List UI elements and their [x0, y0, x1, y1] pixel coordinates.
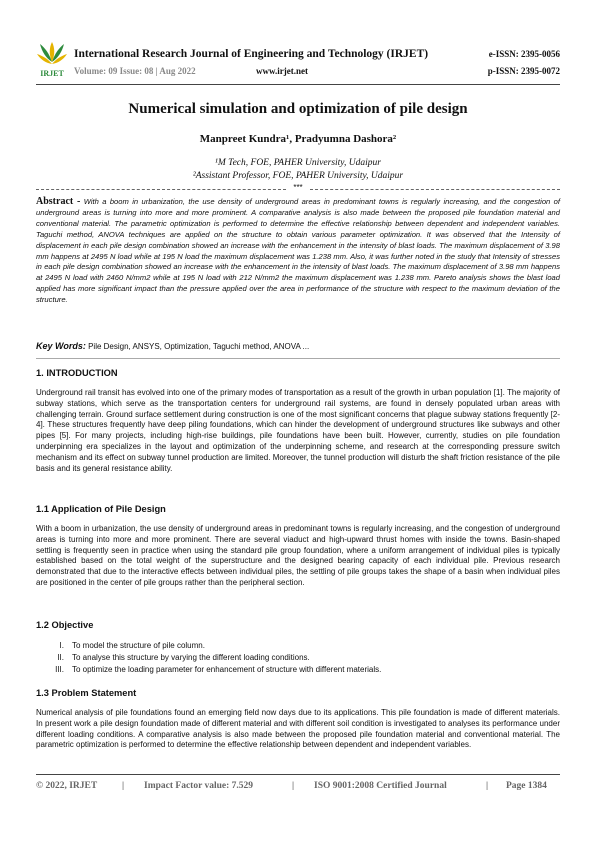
- journal-name: International Research Journal of Engineering and Technology (IRJET): [74, 48, 429, 60]
- objective-list: [36, 640, 560, 676]
- separator-stars: ***: [293, 183, 303, 192]
- footer-impact-factor: Impact Factor value: 7.529: [144, 781, 254, 791]
- heading-objective: 1.2 Objective: [36, 620, 94, 630]
- section-separator: [36, 182, 560, 192]
- list-number: I.: [59, 641, 64, 650]
- paragraph-application: With a boom in urbanization, the use density of underground areas in predominant towns is regularly increasing, and the congestion of underground areas is turning into more and more prominent. There are several viaduct and high-upward thrust homes with inside the towns. Basin-shaped settling is frequently seen in practice when using the standard pile group foundation, where a uniform arrangement of individual piles is typically established based on the total weight of the superstructure and the designed bearing capacity of each individual pile. Previous research demonstrated that due to the interactive effects between individual piles, the settling of pile groups takes the shape of a basin when individual piles are positioned in the center of pile groups rather than the peripheral section.: [36, 524, 560, 587]
- footer-page-number: Page 1384: [506, 781, 547, 791]
- list-item: [36, 664, 560, 676]
- footer-copyright: © 2022, IRJET: [36, 781, 98, 791]
- list-item: [36, 640, 560, 652]
- logo-leaves-icon: [37, 42, 67, 64]
- affiliation-1: ¹M Tech, FOE, PAHER University, Udaipur: [215, 158, 381, 168]
- list-text: To analyse this structure by varying the different loading conditions.: [72, 653, 310, 662]
- e-issn: e-ISSN: 2395-0056: [488, 49, 560, 59]
- volume-issue: Volume: 09 Issue: 08 | Aug 2022: [74, 66, 196, 76]
- heading-introduction: 1. INTRODUCTION: [36, 368, 118, 378]
- list-number: II.: [57, 653, 64, 662]
- abstract: [36, 197, 560, 306]
- footer-divider-bar: |: [292, 781, 295, 791]
- keywords-label: Key Words:: [36, 341, 86, 351]
- keywords: [36, 341, 560, 351]
- p-issn: p-ISSN: 2395-0072: [487, 66, 560, 76]
- list-text: To optimize the loading parameter for enhancement of structure with different materials.: [72, 665, 382, 674]
- irjet-logo: [36, 40, 68, 80]
- heading-problem-statement: 1.3 Problem Statement: [36, 688, 137, 698]
- abstract-label: Abstract -: [36, 196, 81, 207]
- footer-divider: [36, 774, 560, 775]
- heading-application: 1.1 Application of Pile Design: [36, 504, 166, 514]
- header-divider: [36, 84, 560, 85]
- journal-website-link[interactable]: www.irjet.net: [256, 66, 308, 76]
- list-text: To model the structure of pile column.: [72, 641, 205, 650]
- list-number: III.: [55, 665, 64, 674]
- abstract-text: With a boom in urbanization, the use density of underground areas in predominant towns is regularly increasing, and the congestion of underground areas is turning into more and more prominent. A comparative analysis is also made between the proposed pile foundation material and conventional material. The parametric optimization is performed to determine the effective relationship between dependent and independent variables. Taguchi method, ANOVA techniques are applied on the structure to obtain various parameter optimization. It was observed that the Intensity of displacement in each pile design combination showed an increase with the enhancement in the intensity of blast loads. The maximum displacement of 3.98 mm happens at 2495 N load while at 195 N load the maximum displacement was 1.238 mm. Also, it was further noted in the study that Intensity of stresses in each pile design combination showed an increase with the enhancement in the intensity of blast loads. The maximum displacement of 3.98 mm happens at 2495 N load with 2460 N/mm2 while at 195 N load with 212 N/mm2 the maximum displacement was 1.238 mm. Pareto analysis shows the blast load applied has more significant impact than the pressure applied over the area in performance of the structure with respect to the maximum deviation of the structure.: [36, 197, 560, 305]
- footer-iso: ISO 9001:2008 Certified Journal: [314, 781, 447, 791]
- keywords-text: Pile Design, ANSYS, Optimization, Taguchi method, ANOVA ...: [88, 342, 310, 351]
- keywords-divider: [36, 358, 560, 359]
- paragraph-problem-statement: Numerical analysis of pile foundations found an emerging field now days due to its applications. This pile foundation is made of different materials. In present work a pile design foundation made of different material and with different soil condition is investigated to analyses its performance under different loading conditions. A comparative analysis is also made between the proposed pile foundation material and conventional material. The parametric optimization is performed to determine the effective relationship between dependent and independent variables.: [36, 708, 560, 750]
- affiliation-2: ²Assistant Professor, FOE, PAHER University, Udaipur: [192, 171, 404, 181]
- logo-text: IRJET: [40, 69, 64, 78]
- authors: Manpreet Kundra¹, Pradyumna Dashora²: [199, 133, 397, 145]
- list-item: [36, 652, 560, 664]
- footer-divider-bar: |: [122, 781, 125, 791]
- paper-title: Numerical simulation and optimization of pile design: [128, 101, 468, 117]
- paragraph-introduction: Underground rail transit has evolved into one of the primary modes of transportation as a result of the growth in urban population [1]. The majority of subway stations, which serve as the transportation centers for underground rail systems, are found in densely populated urban areas with challenging terrain. Ground surface settlement during construction is one of the most significant concerns that plague subway stations frequently [2-4]. These structures frequently have deep piling foundations, which can hinder the development of underground structures like subways and other pipes [5]. For many projects, including high-rise buildings, pile foundations have been built. However, currently, studies on pile foundation underpinning era specializes in the layout and optimization of the underpinning scheme, and research at the corresponding pressure switch mechanism and its effect on subway tunnel production are limited. Moreover, the tunnel production will disturb the shaft friction resistance of the pile basis and its general resistance ability.: [36, 388, 560, 473]
- footer-divider-bar: |: [486, 781, 489, 791]
- journal-header: [36, 40, 560, 82]
